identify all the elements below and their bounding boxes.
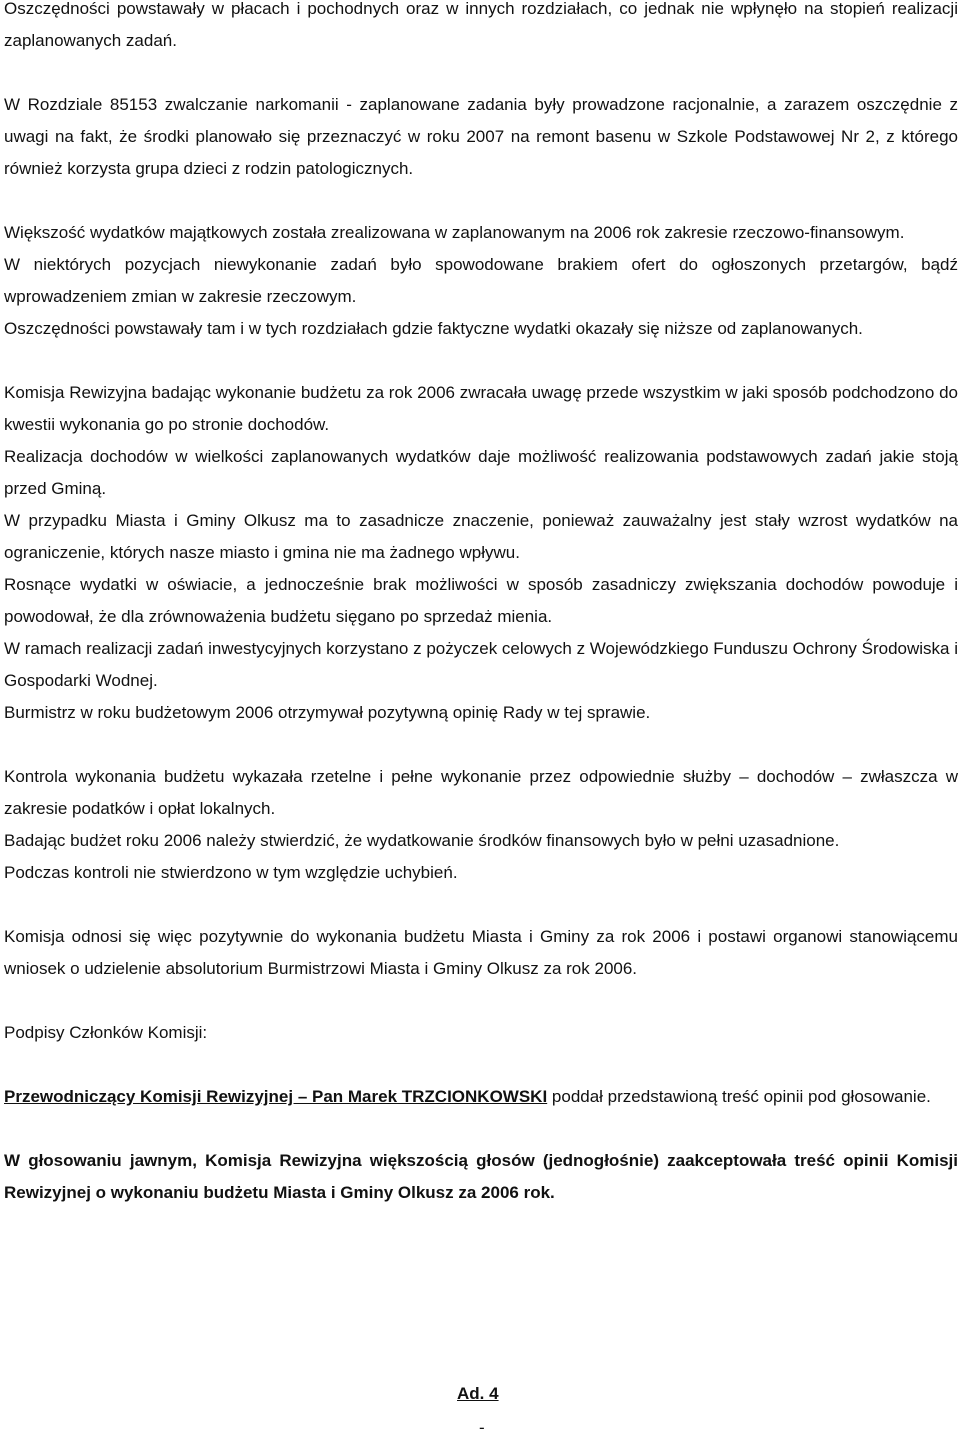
document-page xyxy=(4,0,958,1209)
paragraph-vote-result: W głosowaniu jawnym, Komisja Rewizyjna większością głosów (jednogłośnie) zaakceptowała treść opinii Komisji Rewizyjnej o wykonaniu budżetu Miasta i Gminy Olkusz za 2006 rok. xyxy=(4,1151,958,1202)
paragraph-absolutorium: Komisja odnosi się więc pozytywnie do wykonania budżetu Miasta i Gminy za rok 2006 i postawi organowi stanowiącemu wniosek o udzielenie absolutorium Burmistrzowi Miasta i Gminy Olkusz za rok 2006. xyxy=(4,927,958,978)
paragraph-85153: W Rozdziale 85153 zwalczanie narkomanii - zaplanowane zadania były prowadzone racjonalnie, a zarazem oszczędnie z uwagi na fakt, że środki planowało się przeznaczyć w roku 2007 na remont basenu w Szkole Podstawowej Nr 2, z którego również korzysta grupa dzieci z rodzin patologicznych. xyxy=(4,95,958,178)
paragraph-spending-justified: Badając budżet roku 2006 należy stwierdzić, że wydatkowanie środków finansowych było w pełni uzasadnione. xyxy=(4,831,840,850)
paragraph-savings-chapters: Oszczędności powstawały tam i w tych rozdziałach gdzie faktyczne wydatki okazały się niższe od zaplanowanych. xyxy=(4,319,863,338)
paragraph-signatures: Podpisy Członków Komisji: xyxy=(4,1023,208,1042)
chairman-vote-text: poddał przedstawioną treść opinii pod głosowanie. xyxy=(547,1087,931,1106)
paragraph-capital-expenditure: Większość wydatków majątkowych została zrealizowana w zaplanowanym na 2006 rok zakresie rzeczowo-finansowym. xyxy=(4,223,905,242)
paragraph-income-review: Komisja Rewizyjna badając wykonanie budżetu za rok 2006 zwracała uwagę przede wszystkim w jaki sposób podchodzono do kwestii wykonania go po stronie dochodów. xyxy=(4,383,958,434)
chairman-name: Przewodniczący Komisji Rewizyjnej – Pan Marek TRZCIONKOWSKI xyxy=(4,1087,548,1106)
paragraph-mayor-opinion: Burmistrz w roku budżetowym 2006 otrzymywał pozytywną opinię Rady w tej sprawie. xyxy=(4,703,651,722)
paragraph-budget-control: Kontrola wykonania budżetu wykazała rzetelne i pełne wykonanie przez odpowiednie służby – dochodów – zwłaszcza w zakresie podatków i opłat lokalnych. xyxy=(4,767,958,818)
paragraph-unexecuted-tasks: W niektórych pozycjach niewykonanie zadań było spowodowane brakiem ofert do ogłoszonych przetargów, bądź wprowadzeniem zmian w zakresie rzeczowym. xyxy=(4,255,958,306)
paragraph-no-irregularities: Podczas kontroli nie stwierdzono w tym względzie uchybień. xyxy=(4,863,458,882)
trailing-dash: - xyxy=(479,1418,485,1437)
section-heading-ad-4: Ad. 4 xyxy=(457,1384,499,1403)
paragraph-chairman-vote xyxy=(4,1081,958,1113)
paragraph-education-spending: Rosnące wydatki w oświacie, a jednocześnie brak możliwości w sposób zasadniczy zwiększania dochodów powoduje i powodował, że dla zrównoważenia budżetu sięgano po sprzedaż mienia. xyxy=(4,575,958,626)
paragraph-savings-intro: Oszczędności powstawały w płacach i pochodnych oraz w innych rozdziałach, co jednak nie wpłynęło na stopień realizacji zaplanowanych zadań. xyxy=(4,0,958,50)
paragraph-olkusz-growth: W przypadku Miasta i Gminy Olkusz ma to zasadnicze znaczenie, ponieważ zauważalny jest stały wzrost wydatków na ograniczenie, których nasze miasto i gmina nie ma żadnego wpływu. xyxy=(4,511,958,562)
paragraph-loans: W ramach realizacji zadań inwestycyjnych korzystano z pożyczek celowych z Wojewódzkiego Funduszu Ochrony Środowiska i Gospodarki Wodnej. xyxy=(4,639,958,690)
paragraph-income-realization: Realizacja dochodów w wielkości zaplanowanych wydatków daje możliwość realizowania podstawowych zadań jakie stoją przed Gminą. xyxy=(4,447,958,498)
